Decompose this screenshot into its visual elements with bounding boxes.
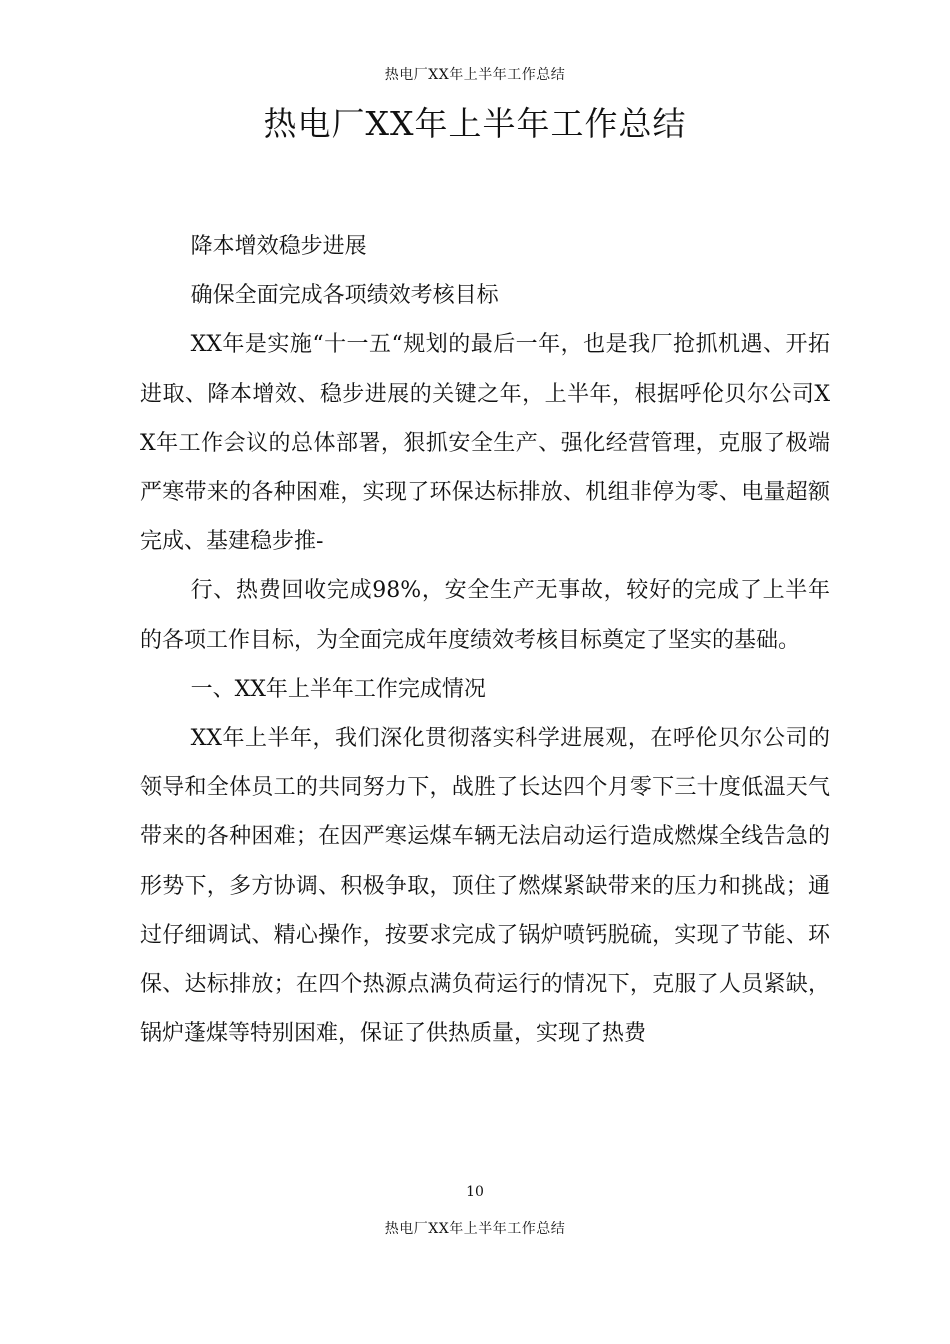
body-paragraph: 降本增效稳步进展 bbox=[190, 234, 367, 259]
section-heading: 一、XX年上半年工作完成情况 bbox=[190, 676, 486, 702]
body-paragraph: 确保全面完成各项绩效考核目标 bbox=[190, 283, 499, 309]
document-title: 热电厂XX年上半年工作总结 bbox=[263, 104, 687, 143]
document-body bbox=[140, 222, 830, 1058]
body-paragraph: 行、热费回收完成98%，安全生产无事故，较好的完成了上半年的各项工作目标，为全面完成年度绩效考核目标奠定了坚实的基础。 bbox=[140, 578, 830, 653]
running-footer: 热电厂XX年上半年工作总结 bbox=[384, 1221, 566, 1237]
running-header: 热电厂XX年上半年工作总结 bbox=[384, 67, 566, 83]
page-number: 10 bbox=[466, 1184, 484, 1200]
body-paragraph: XX年是实施“十一五“规划的最后一年，也是我厂抢抓机遇、开拓进取、降本增效、稳步进展的关键之年，上半年，根据呼伦贝尔公司XX年工作会议的总体部署，狠抓安全生产、强化经营管理，克服了极端严寒带来的各种困难，实现了环保达标排放、机组非停为零、电量超额完成、基建稳步推- bbox=[140, 332, 830, 555]
body-paragraph: XX年上半年，我们深化贯彻落实科学进展观，在呼伦贝尔公司的领导和全体员工的共同努力下，战胜了长达四个月零下三十度低温天气带来的各种困难；在因严寒运煤车辆无法启动运行造成燃煤全线告急的形势下，多方协调、积极争取，顶住了燃煤紧缺带来的压力和挑战；通过仔细调试、精心操作，按要求完成了锅炉喷钙脱硫，实现了节能、环保、达标排放；在四个热源点满负荷运行的情况下，克服了人员紧缺，锅炉蓬煤等特别困难，保证了供热质量，实现了热费 bbox=[140, 726, 830, 1047]
